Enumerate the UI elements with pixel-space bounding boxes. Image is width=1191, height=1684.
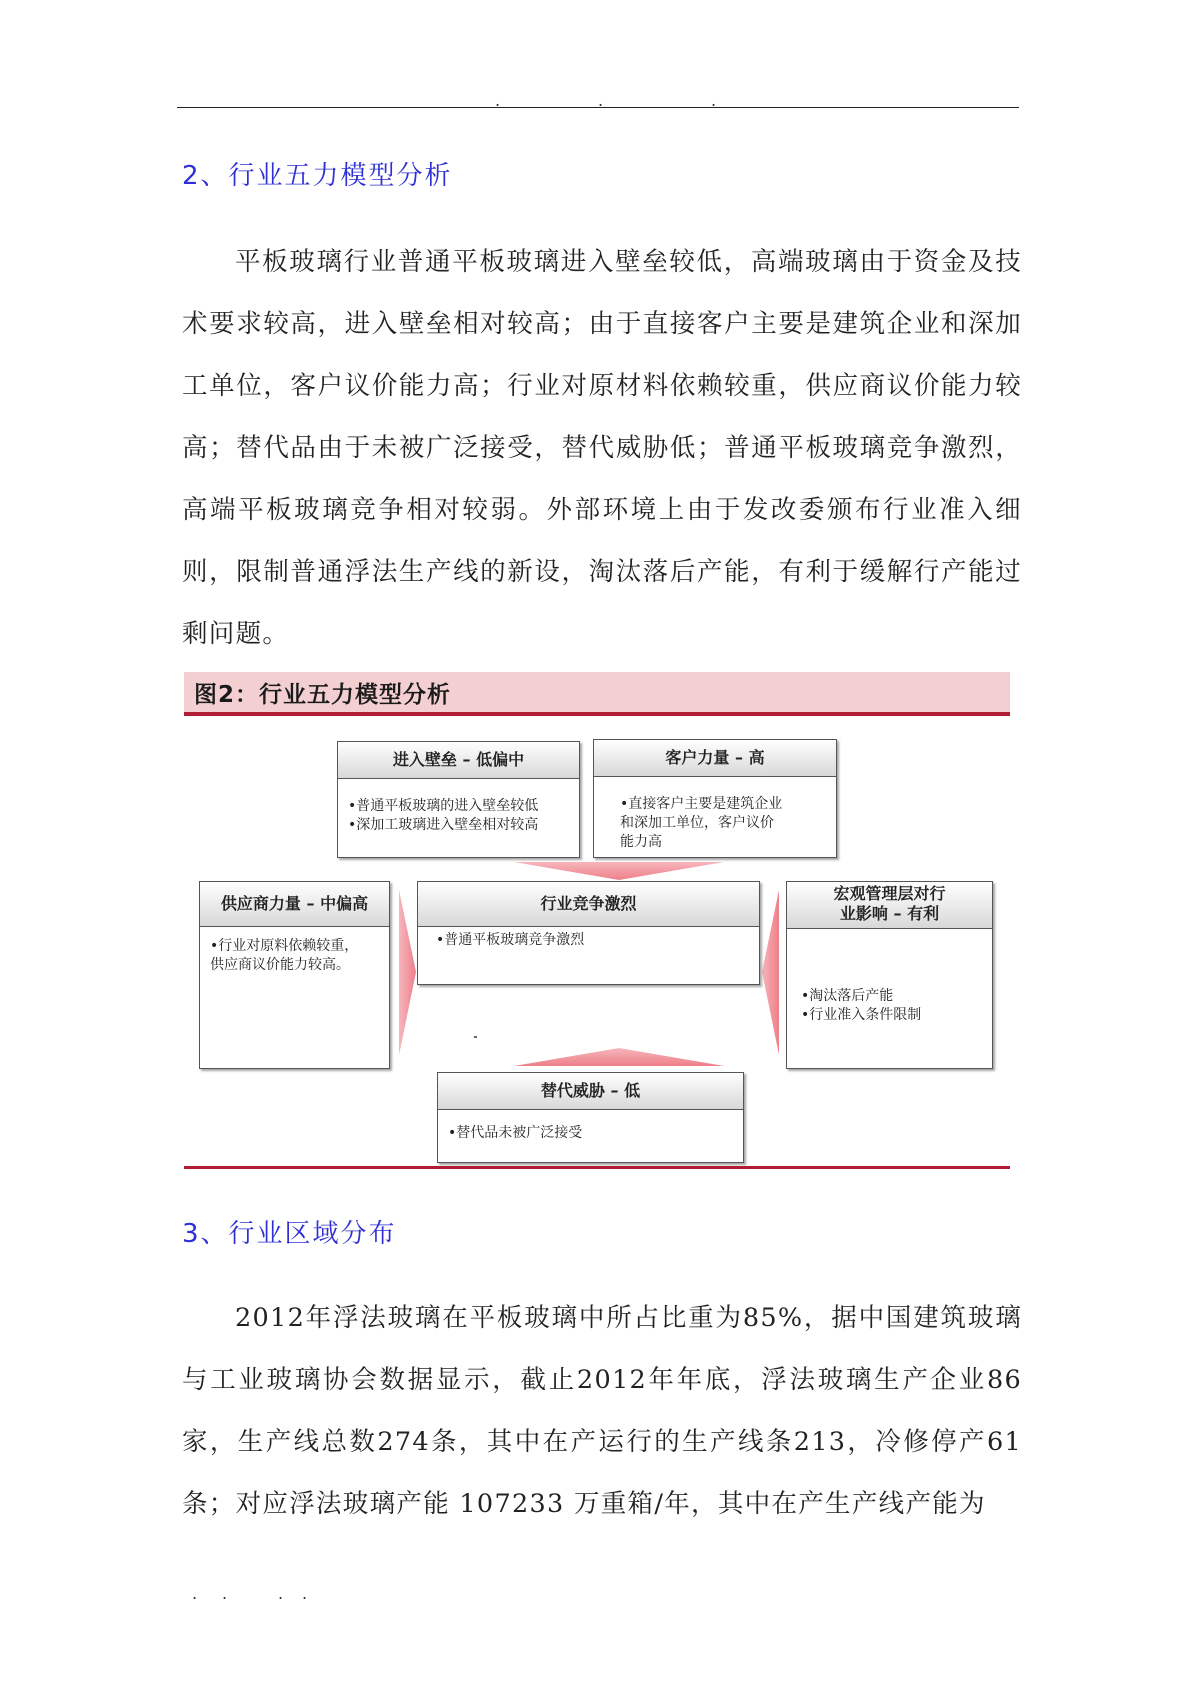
box-substitute-threat xyxy=(437,1072,744,1163)
box-supplier-title: 供应商力量 – 中偏高 xyxy=(200,882,389,927)
section-heading-five-forces: 2、行业五力模型分析 xyxy=(182,161,453,191)
box-entry-item: •深加工玻璃进入壁垒相对较高 xyxy=(348,817,539,833)
box-customer-text: •直接客户主要是建筑企业 和深加工单位，客户议价 能力高 xyxy=(620,796,783,850)
box-macro-management xyxy=(786,881,993,1069)
box-macro-item: •淘汰落后产能 xyxy=(801,988,894,1004)
header-dot: . xyxy=(495,91,501,110)
header-dot: . xyxy=(711,91,717,110)
footer-dot: . xyxy=(192,1584,198,1603)
box-substitute-text: •替代品未被广泛接受 xyxy=(448,1125,583,1141)
box-entry-item: •普通平板玻璃的进入壁垒较低 xyxy=(348,798,539,814)
arrow-top xyxy=(514,862,724,880)
arrow-right xyxy=(762,890,779,1055)
footer-dot: . xyxy=(222,1584,228,1603)
box-supplier-text: •行业对原料依赖较重， 供应商议价能力较高。 xyxy=(210,938,359,973)
figure-dot xyxy=(474,1036,477,1038)
figure-bottom-rule xyxy=(184,1166,1010,1169)
section-heading-regional-distribution: 3、行业区域分布 xyxy=(182,1219,397,1249)
five-forces-paragraph: 平板玻璃行业普通平板玻璃进入壁垒较低，高端玻璃由于资金及技术要求较高，进入壁垒相对较高；由于直接客户主要是建筑企业和深加工单位，客户议价能力高；行业对原材料依赖较重，供应商议价能力较高；替代品由于未被广泛接受，替代威胁低；普通平板玻璃竞争激烈，高端平板玻璃竞争相对较弱。外部环境上由于发改委颁布行业准入细则，限制普通浮法生产线的新设，淘汰落后产能，有利于缓解行产能过剩问题。 xyxy=(182,247,1022,649)
header-dot: . xyxy=(598,91,604,110)
box-customer-title: 客户力量 – 高 xyxy=(594,740,836,777)
box-competition-title: 行业竞争激烈 xyxy=(418,882,759,927)
footer-dot: . xyxy=(302,1584,308,1603)
regional-distribution-paragraph: 2012年浮法玻璃在平板玻璃中所占比重为85%，据中国建筑玻璃与工业玻璃协会数据显示，截止2012年年底，浮法玻璃生产企业86家，生产线总数274条，其中在产运行的生产线条213，冷修停产61条；对应浮法玻璃产能 107233 万重箱/年，其中在产生产线产能为 xyxy=(182,1303,1022,1519)
box-entry-title: 进入壁垒 – 低偏中 xyxy=(338,742,579,779)
box-substitute-title: 替代威胁 – 低 xyxy=(438,1073,743,1110)
box-macro-title: 宏观管理层对行 业影响 – 有利 xyxy=(787,882,992,929)
footer-dot: . xyxy=(278,1584,284,1603)
box-entry-barriers xyxy=(337,741,580,858)
box-macro-item: •行业准入条件限制 xyxy=(801,1007,922,1023)
figure-title: 图2：行业五力模型分析 xyxy=(194,682,452,708)
box-industry-competition xyxy=(417,881,760,985)
box-supplier-power xyxy=(199,881,390,1069)
figure-title-bar xyxy=(184,672,1010,716)
box-customer-power xyxy=(593,739,837,858)
arrow-left xyxy=(399,890,416,1055)
box-competition-text: •普通平板玻璃竞争激烈 xyxy=(436,932,585,948)
arrow-bottom xyxy=(514,1048,724,1066)
